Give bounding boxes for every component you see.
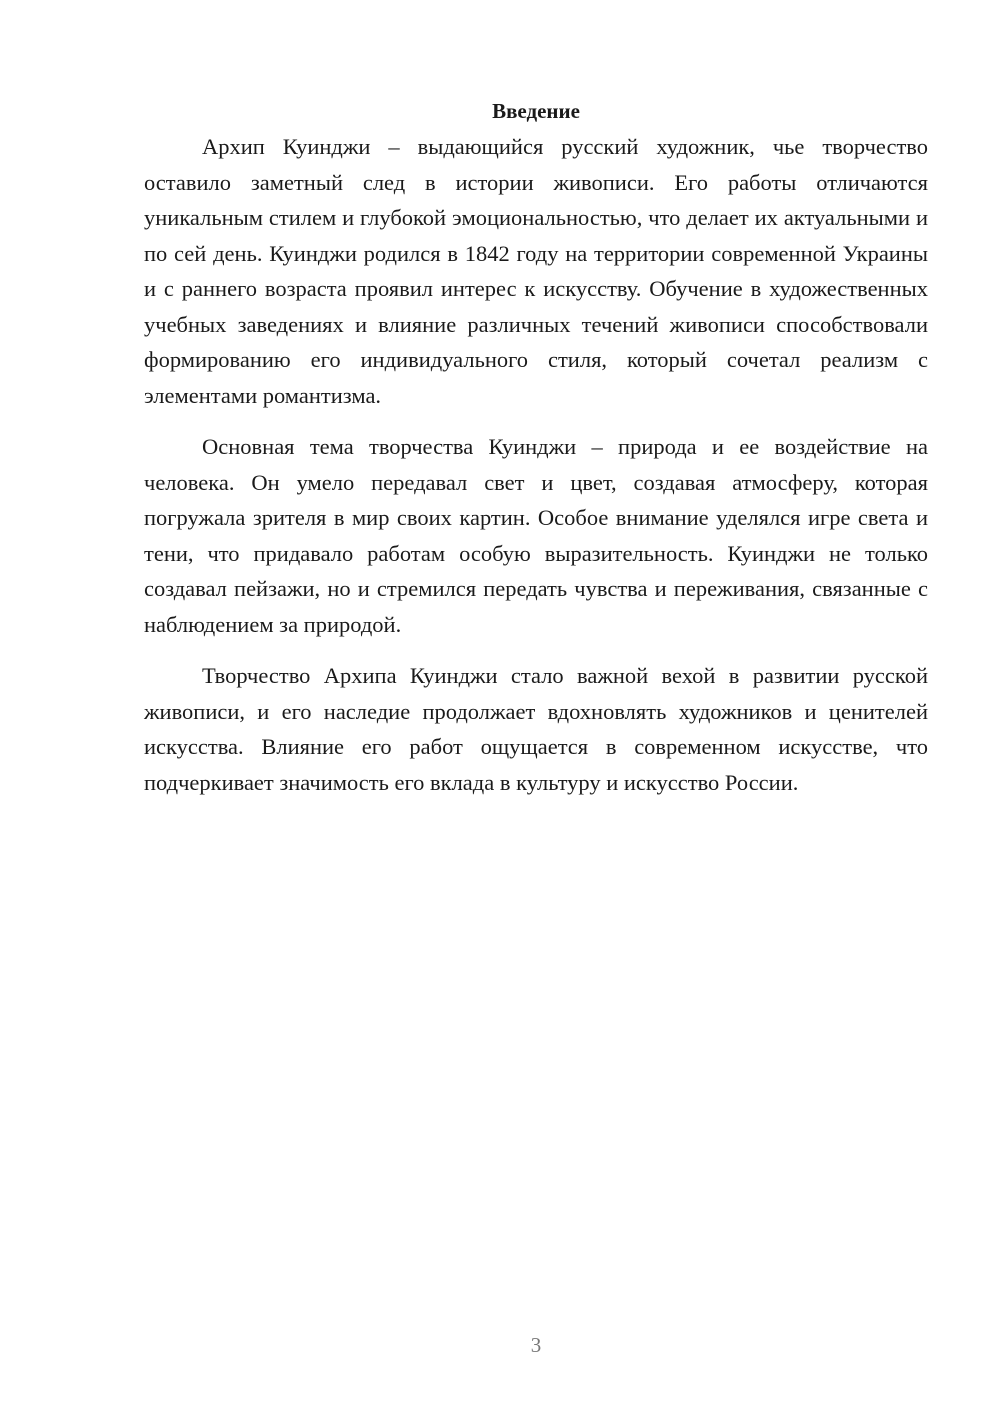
- page-content: [144, 96, 928, 816]
- page-number: 3: [530, 1333, 542, 1357]
- paragraph-intro: Архип Куинджи – выдающийся русский художник, чье творчество оставило заметный след в истории живописи. Его работы отличаются уникальным стилем и глубокой эмоциональностью, что делает их актуальными и по сей день. Куинджи родился в 1842 году на территории современной Украины и с раннего возраста проявил интерес к искусству. Обучение в художественных учебных заведениях и влияние различных течений живописи способствовали формированию его индивидуального стиля, который сочетал реализм с элементами романтизма.: [144, 134, 928, 408]
- paragraph-legacy: Творчество Архипа Куинджи стало важной вехой в развитии русской живописи, и его наследие продолжает вдохновлять художников и ценителей искусства. Влияние его работ ощущается в современном искусстве, что подчеркивает значимость его вклада в культуру и искусство России.: [144, 663, 928, 795]
- paragraph-main-theme: Основная тема творчества Куинджи – природа и ее воздействие на человека. Он умело передавал свет и цвет, создавая атмосферу, которая погружала зрителя в мир своих картин. Особое внимание уделялся игре света и тени, что придавало работам особую выразительность. Куинджи не только создавал пейзажи, но и стремился передать чувства и переживания, связанные с наблюдением за природой.: [144, 434, 928, 637]
- section-heading: Введение: [492, 99, 580, 123]
